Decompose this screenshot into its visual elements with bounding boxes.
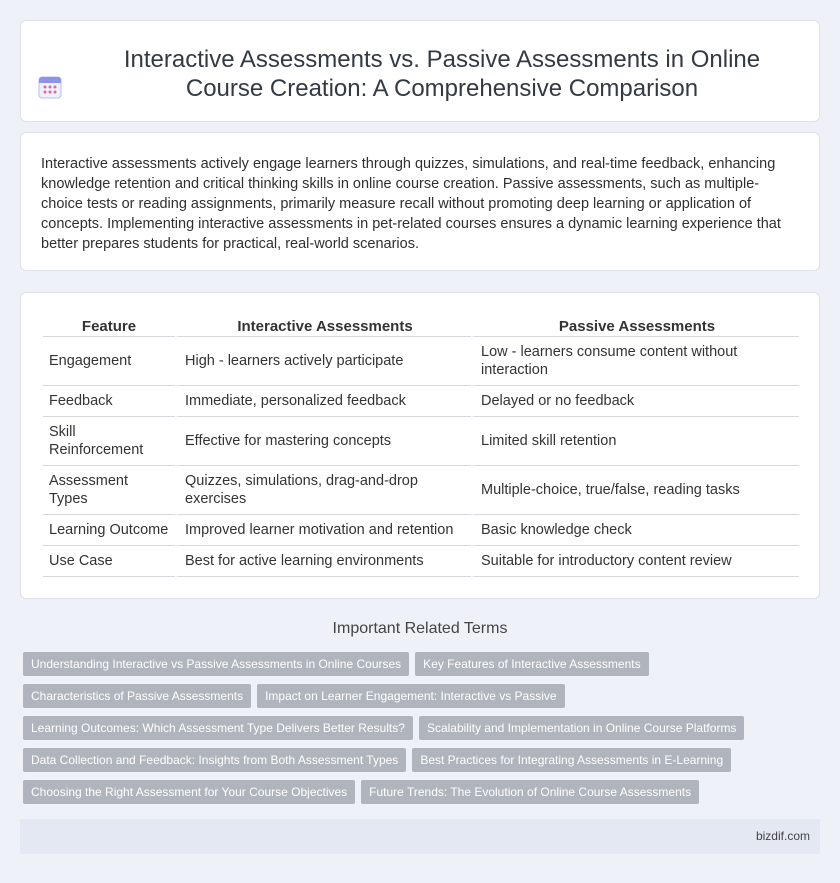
table-row	[43, 417, 799, 466]
footer	[20, 819, 820, 854]
related-term-tag[interactable]: Key Features of Interactive Assessments	[415, 652, 648, 676]
table-row	[43, 466, 799, 515]
table-cell: Learning Outcome	[43, 515, 175, 546]
table-cell: Engagement	[43, 337, 175, 386]
table-cell: Skill Reinforcement	[43, 417, 175, 466]
related-term-tag[interactable]: Understanding Interactive vs Passive Assessments in Online Courses	[23, 652, 409, 676]
related-terms-list	[23, 652, 783, 812]
table-cell: Effective for mastering concepts	[175, 417, 471, 466]
table-cell: Multiple-choice, true/false, reading tasks	[471, 466, 799, 515]
header-feature: Feature	[43, 317, 175, 337]
related-term-tag[interactable]: Learning Outcomes: Which Assessment Type Delivers Better Results?	[23, 716, 413, 740]
related-term-tag[interactable]: Choosing the Right Assessment for Your Course Objectives	[23, 780, 355, 804]
table-cell: Immediate, personalized feedback	[175, 386, 471, 417]
table-cell: Low - learners consume content without interaction	[471, 337, 799, 386]
table-cell: Assessment Types	[43, 466, 175, 515]
related-term-tag[interactable]: Impact on Learner Engagement: Interactive vs Passive	[257, 684, 565, 708]
table-cell: High - learners actively participate	[175, 337, 471, 386]
related-term-tag[interactable]: Scalability and Implementation in Online Course Platforms	[419, 716, 744, 740]
table-cell: Feedback	[43, 386, 175, 417]
table-row	[43, 386, 799, 417]
related-term-tag[interactable]: Data Collection and Feedback: Insights from Both Assessment Types	[23, 748, 406, 772]
header-card	[20, 20, 820, 122]
table-row	[43, 337, 799, 386]
table-row	[43, 515, 799, 546]
related-term-tag[interactable]: Future Trends: The Evolution of Online Course Assessments	[361, 780, 699, 804]
related-term-tag[interactable]: Characteristics of Passive Assessments	[23, 684, 251, 708]
comparison-card	[20, 292, 820, 599]
related-terms-title: Important Related Terms	[332, 620, 508, 637]
intro-card	[20, 132, 820, 271]
page-title: Interactive Assessments vs. Passive Assessments in Online Course Creation: A Comprehensive Comparison	[123, 46, 761, 102]
intro-paragraph: Interactive assessments actively engage learners through quizzes, simulations, and real-time feedback, enhancing knowledge retention and critical thinking skills in online course creation. Passive assessments, such as multiple-choice tests or reading assignments, primarily measure recall without promoting deep learning or application of concepts. Implementing interactive assessments in pet-related courses ensures a dynamic learning experience that better prepares students for practical, real-world scenarios.	[41, 156, 781, 252]
table-cell: Limited skill retention	[471, 417, 799, 466]
comparison-table	[43, 317, 799, 577]
table-header-row	[43, 317, 799, 337]
table-cell: Improved learner motivation and retention	[175, 515, 471, 546]
table-cell: Quizzes, simulations, drag-and-drop exercises	[175, 466, 471, 515]
table-cell: Delayed or no feedback	[471, 386, 799, 417]
table-row	[43, 546, 799, 577]
header-passive: Passive Assessments	[471, 317, 799, 337]
header-interactive: Interactive Assessments	[175, 317, 471, 337]
footer-site-link[interactable]: bizdif.com	[755, 829, 810, 843]
related-term-tag[interactable]: Best Practices for Integrating Assessments in E-Learning	[412, 748, 731, 772]
calendar-icon	[38, 75, 62, 99]
table-cell: Best for active learning environments	[175, 546, 471, 577]
table-cell: Basic knowledge check	[471, 515, 799, 546]
table-cell: Use Case	[43, 546, 175, 577]
table-cell: Suitable for introductory content review	[471, 546, 799, 577]
